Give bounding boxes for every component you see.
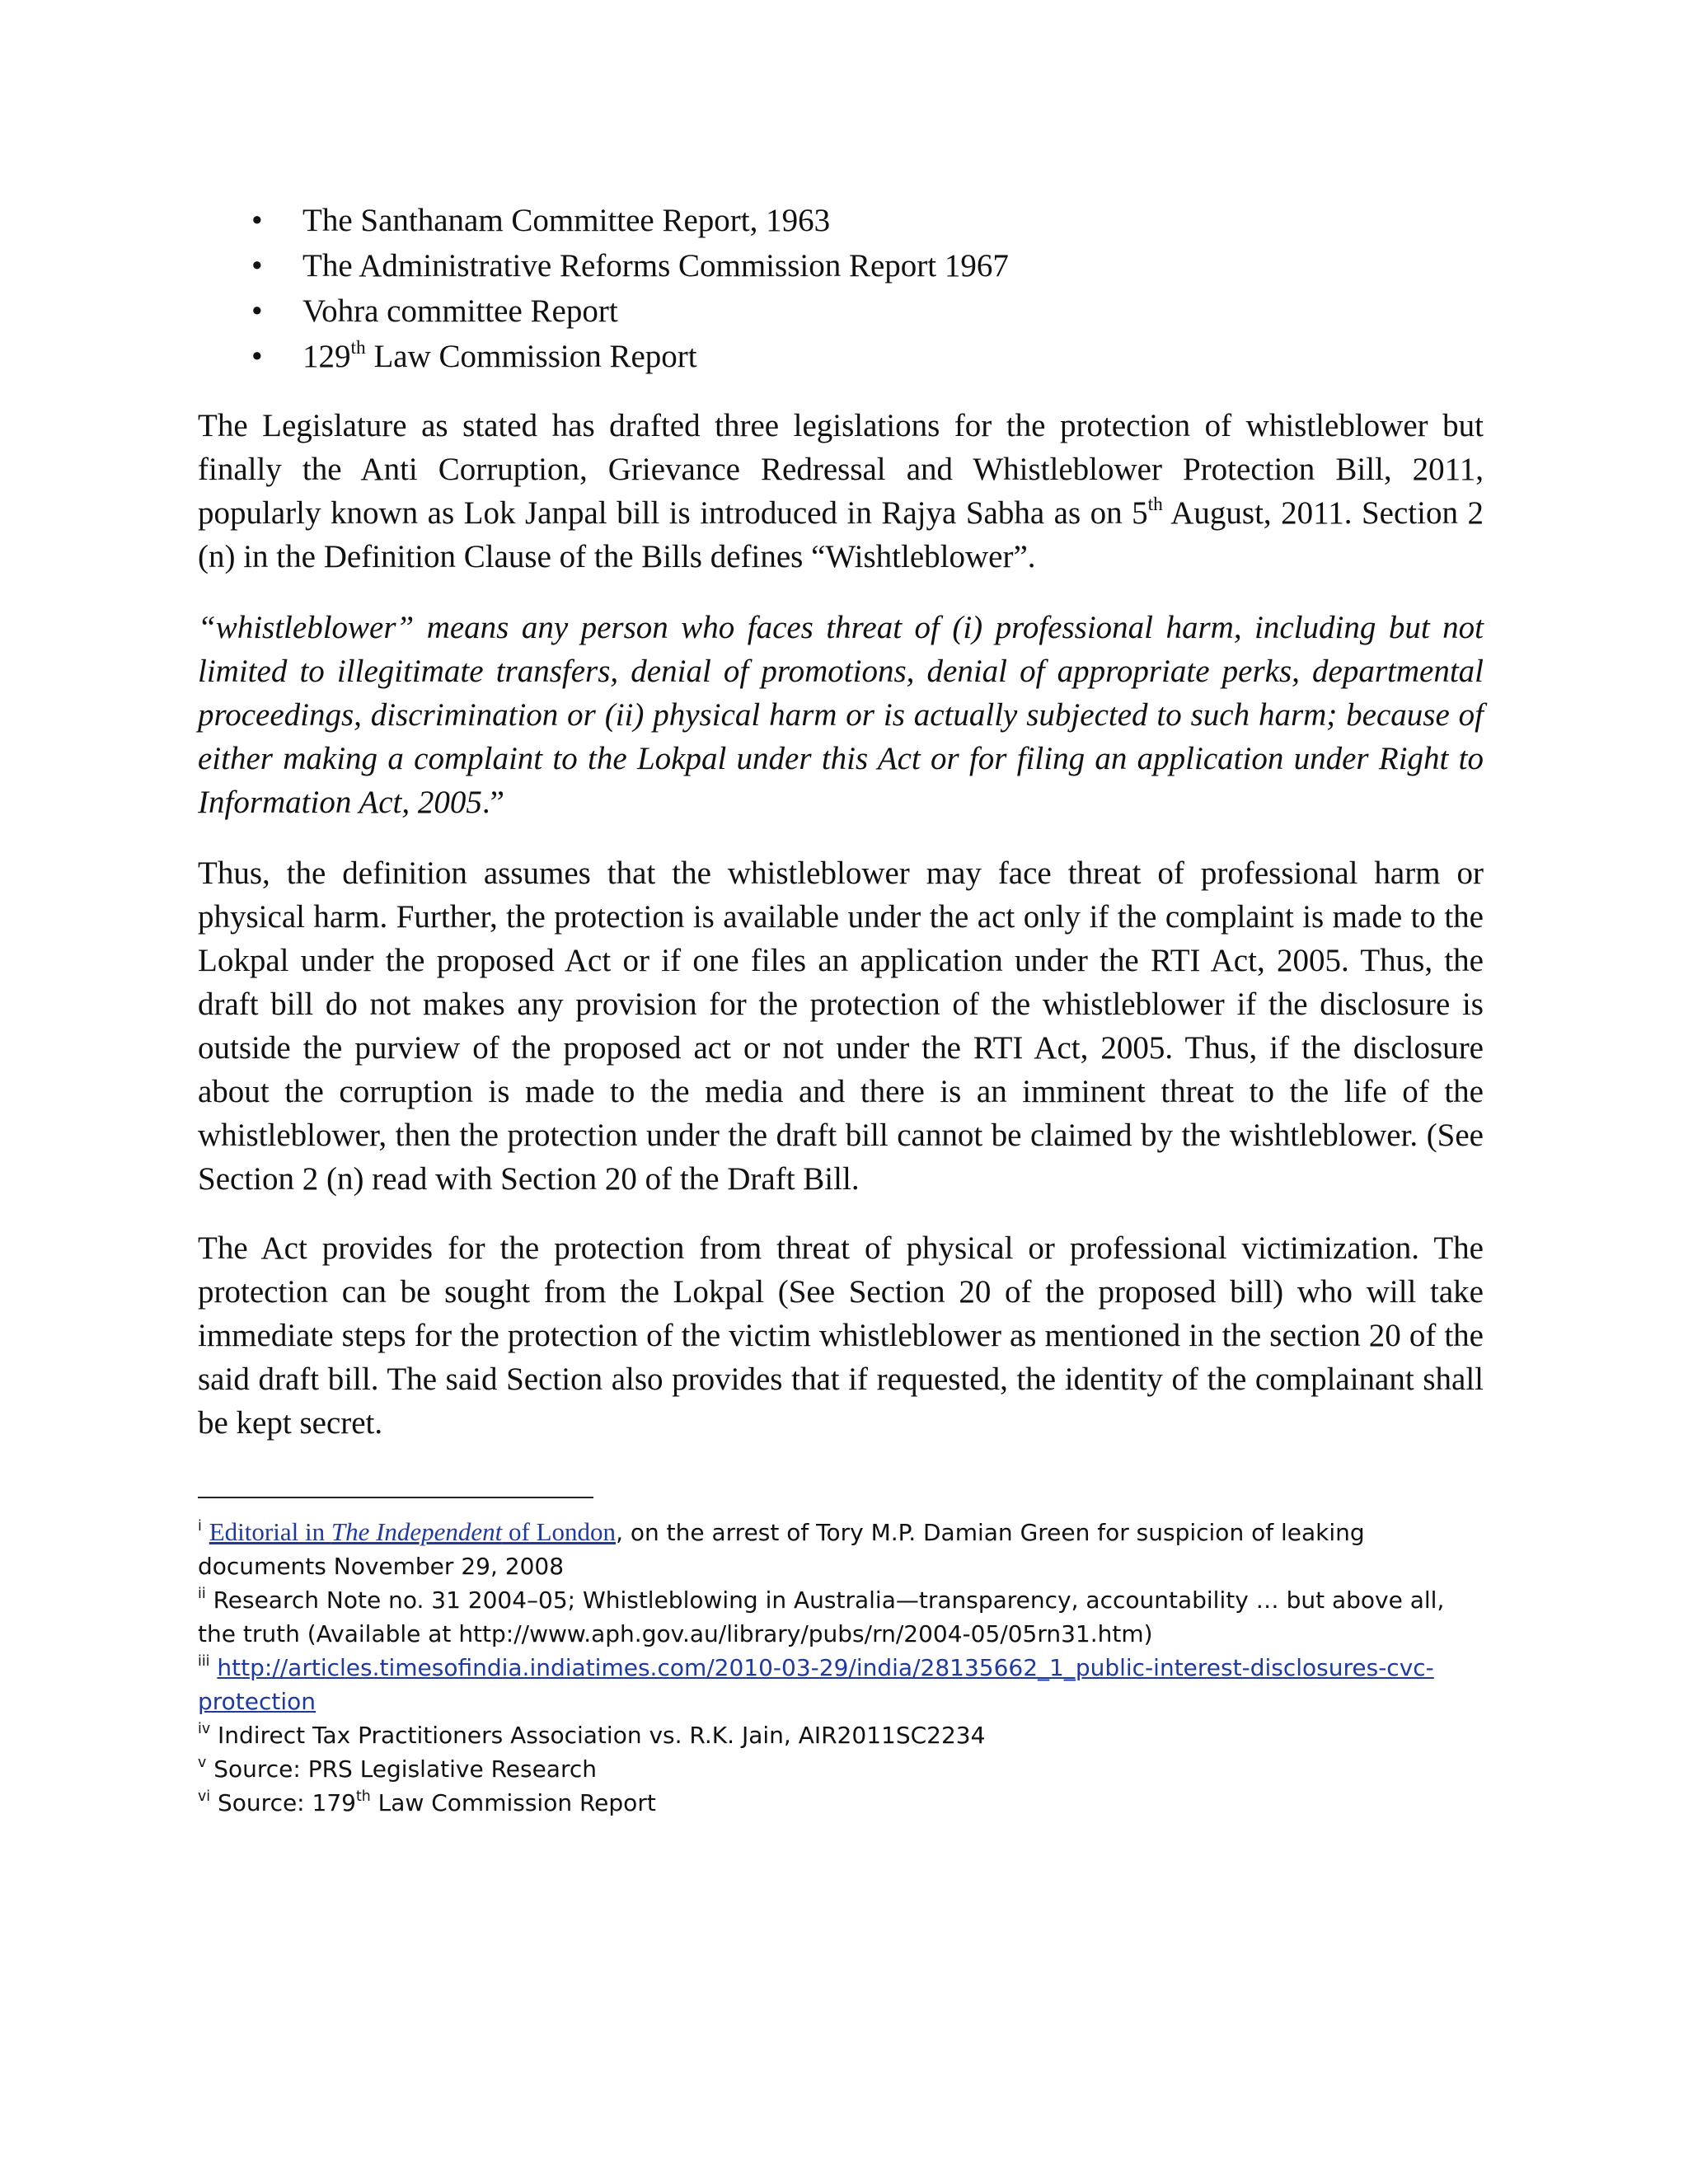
bullet-icon: • [251,248,263,284]
list-item: • 129th Law Commission Report [251,334,1009,379]
list-item: • The Santhanam Committee Report, 1963 [251,198,1009,243]
footnote-vi: $^{vi}$ Source: 179th Law Commission Report [198,1788,656,1816]
paragraph-definition-analysis: Thus, the definition assumes that the whistleblower may face threat of professional harm or physical harm. Further, the protection is available under the act only if the complaint is made to the Lokpal under the proposed Act or if one files an application under the RTI Act, 2005. Thus, the draft bill do not makes any provision for the protection of the whistleblower if the disclosure is outside the purview of the proposed act or not under the RTI Act, 2005. Thus, if the disclosure about the corruption is made to the media and there is an imminent threat to the life of the whistleblower, then the protection under the draft bill cannot be claimed by the wishtleblower. (See Section 2 (n) read with Section 20 of the Draft Bill. [198,855,1484,1197]
footnote-separator [198,1497,593,1498]
footnote-iii: $^{iii}$ http://articles.timesofindia.indiatimes.com/2010-03-29/india/28135662_1_public-interest-disclosures-cvc-protection [198,1652,1434,1715]
footnote-link-editorial[interactable]: Editorial in The Independent of London [209,1517,617,1546]
definition-quote: “whistleblower” means any person who faces threat of (i) professional harm, including but not limited to illegitimate transfers, denial of promotions, denial of appropriate perks, departmental proceedings, discrimination or (ii) physical harm or is actually subjected to such harm; because of either making a complaint to the Lokpal under this Act or for filing an application under Right to Information Act, 2005.” [198,610,1484,820]
committee-reports-list [251,198,1009,379]
paragraph-legislation: The Legislature as stated has drafted three legislations for the protection of whistleblower but finally the Anti Corruption, Grievance Redressal and Whistleblower Protection Bill, 2011, popularly known as Lok Janpal bill is introduced in Rajya Sabha as on 5th August, 2011. Section 2 (n) in the Definition Clause of the Bills defines “Wishtleblower”. [198,408,1484,574]
footnote-link-timesofindia[interactable]: http://articles.timesofindia.indiatimes.com/2010-03-29/india/28135662_1_public-interest-disclosures-cvc-protection [198,1654,1434,1715]
bullet-icon: • [251,293,263,329]
list-item: • The Administrative Reforms Commission Report 1967 [251,243,1009,288]
footnote-iv: $^{iv}$ Indirect Tax Practitioners Association vs. R.K. Jain, AIR2011SC2234 [198,1720,986,1749]
footnote-v: $^v$ Source: PRS Legislative Research [198,1754,598,1783]
footnote-ii: $^{ii}$ Research Note no. 31 2004–05; Whistleblowing in Australia—transparency, accountability … but above all, the truth (Available at http://www.aph.gov.au/library/pubs/rn/2004-05/05rn31.htm) [198,1585,1445,1647]
paragraph-protection: The Act provides for the protection from threat of physical or professional victimization. The protection can be sought from the Lokpal (See Section 20 of the proposed bill) who will take immediate steps for the protection of the victim whistleblower as mentioned in the section 20 of the said draft bill. The said Section also provides that if requested, the identity of the complainant shall be kept secret. [198,1230,1484,1441]
list-item: • Vohra committee Report [251,288,1009,334]
bullet-icon: • [251,339,263,374]
bullet-icon: • [251,203,263,238]
footnote-i: $^i$ Editorial in The Independent of London, on the arrest of Tory M.P. Damian Green for suspicion of leaking documents November 29, 2008 [198,1517,1365,1580]
footnotes [198,1515,1484,1820]
